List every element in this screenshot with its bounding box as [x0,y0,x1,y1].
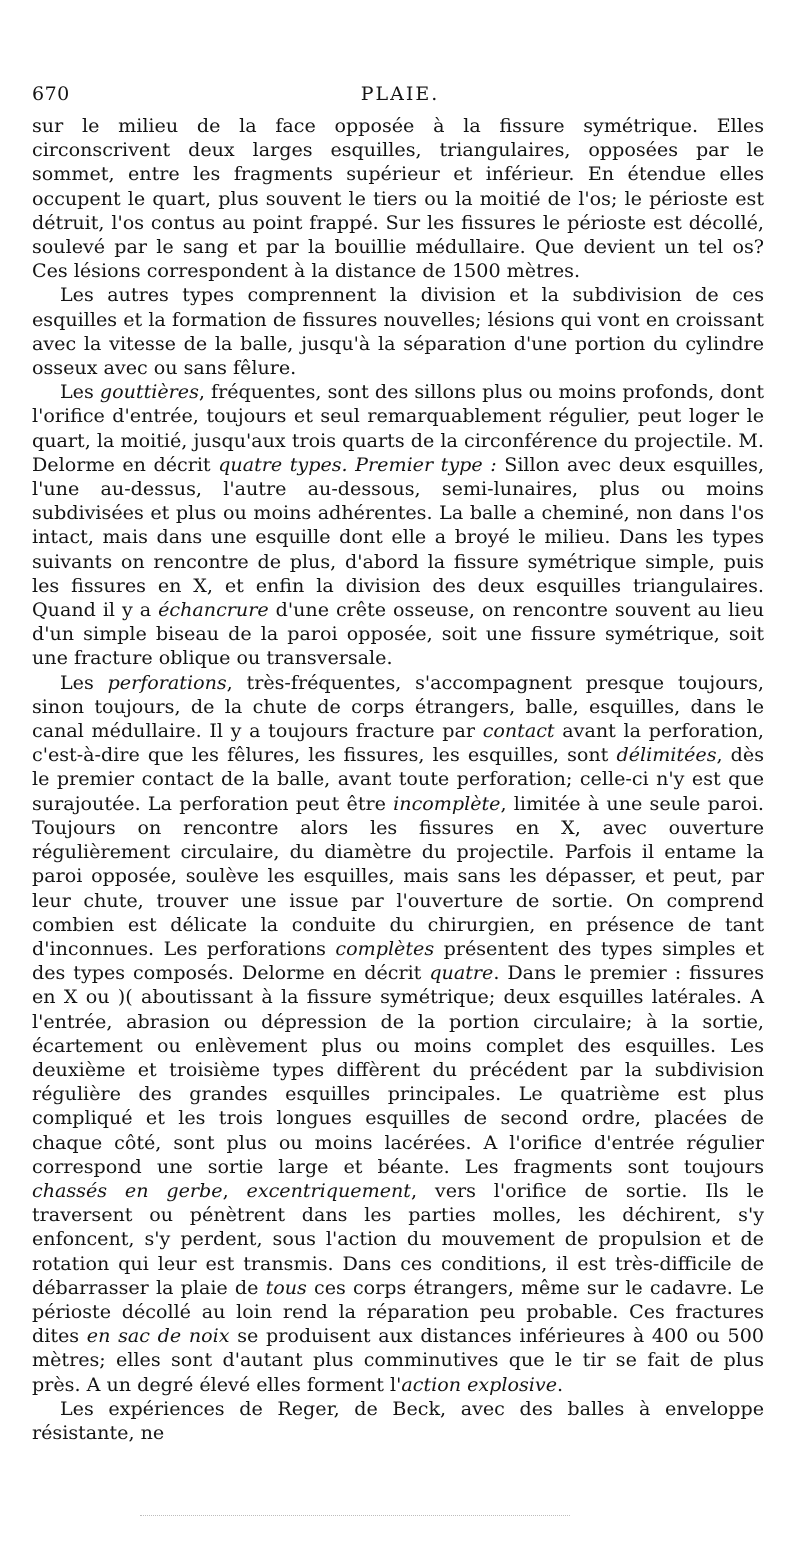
italic-text-run: quatre [429,961,494,985]
italic-text-run: contact [482,719,555,743]
italic-text-run: délimitées [616,743,717,767]
italic-text-run: gouttières [99,380,199,404]
italic-text-run: excentriquement [246,1178,411,1202]
text-run: d'une crête osseuse, on rencontre souvent au lieu d'un simple biseau de la paroi opposée, soit une fissure symétrique, soit une fracture oblique ou transversale. [32,598,764,670]
paragraph [32,380,764,670]
italic-text-run: tous [265,1275,307,1299]
text-run: avant la perforation, c'est-à-dire que les fêlures, les fissures, les esquilles, sont [32,719,764,767]
text-run: Les [60,670,108,694]
text-run: , très-fréquentes, s'accompagnent presque toujours, sinon toujours, de la chute de corps étrangers, balle, esquilles, dans le canal médullaire. Il y a toujours fracture par [32,670,764,743]
text-run: , limitée à une seule paroi. Toujours on rencontre alors les fissures en X, avec ouverture régulièrement circulaire, du diamètre du projectile. Parfois il entame la paroi opposée, soulève les esquilles, mais sans les dépasser, et peut, par leur chute, trouver une issue par l'ouverture de sortie. On comprend combien est délicate la conduite du chirurgien, en présence de tant d'inconnues. Les perforations [32,791,764,960]
italic-text-run: chassés en gerbe [32,1178,223,1202]
paragraph [32,114,764,283]
italic-text-run: action explosive [401,1372,557,1396]
text-run: se produisent aux distances inférieures à 400 ou 500 mètres; elles sont d'autant plus comminutives que le tir se fait de plus près. A un degré élevé elles forment l' [32,1324,764,1396]
text-run: Les autres types comprennent la division et la subdivision de ces esquilles et la formation de fissures nouvelles; lésions qui vont en croissant avec la vitesse de la balle, jusqu'à la séparation d'une portion du cylindre osseux avec ou sans fêlure. [32,283,764,380]
italic-text-run: perforations [107,670,227,694]
italic-text-run: échancrure [158,598,269,622]
text-run: Les expériences de Reger, de Beck, avec des balles à enveloppe résistante, ne [32,1396,764,1444]
text-run: sur le milieu de la face opposée à la fissure symétrique. Elles circonscrivent deux larges esquilles, triangulaires, opposées par le sommet, entre les fragments supérieur et inférieur. En étendue elles occupent le quart, plus souvent le tiers ou la moitié de l'os; le périoste est détruit, l'os contus au point frappé. Sur les fissures le périoste est décollé, soulevé par le sang et par la bouillie médullaire. Que devient un tel os? Ces lésions correspondent à la distance de 1500 mètres. [32,114,764,283]
italic-text-run: incomplète [393,791,501,815]
text-run: Sillon avec deux esquilles, l'une au-dessus, l'autre au-dessous, semi-lunaires, plus ou moins subdivisées et plus ou moins adhérentes. La balle a cheminé, non dans l'os intact, mais dans une esquille dont elle a broyé le milieu. Dans les types suivants on rencontre de plus, d'abord la fissure symétrique simple, puis les fissures en X, et enfin la division des deux esquilles triangulaires. Quand il y a [32,452,765,622]
paragraph [32,283,764,380]
text-run: , [222,1178,247,1202]
body-text [32,114,764,1445]
paragraph [32,671,764,1397]
text-run: présentent des types simples et des types composés. Delorme en décrit [32,936,764,985]
page-number: 670 [32,83,70,105]
text-run: Les [60,380,100,404]
paragraph [32,1397,764,1445]
text-run: , vers l'orifice de sortie. Ils le traversent ou pénètrent dans les parties molles, les déchirent, s'y enfoncent, s'y perdent, sous l'action du mouvement de propulsion et de rotation qui leur est transmis. Dans ces conditions, il est très-difficile de débarrasser la plaie de [32,1178,765,1299]
running-title: PLAIE. [360,83,440,105]
italic-text-run: en sac de noix [86,1324,230,1348]
text-run: . Dans le premier : fissures en X ou )( aboutissant à la fissure symétrique; deux esquilles latérales. A l'entrée, abrasion ou dépression de la portion circulaire; à la sortie, écartement ou enlèvement plus ou moins complet des esquilles. Les deuxième et troisième types diffèrent du précédent par la subdivision régulière des grandes esquilles principales. Le quatrième est plus compliqué et les trois longues esquilles de second ordre, placées de chaque côté, sont plus ou moins lacérées. A l'orifice d'entrée régulier correspond une sortie large et béante. Les fragments sont toujours [32,961,764,1178]
italic-text-run: quatre types. Premier type : [218,452,497,476]
page-header [32,83,768,111]
text-run: ces corps étrangers, même sur le cadavre. Le périoste décollé au loin rend la réparation peu probable. Ces fractures dites [32,1275,764,1348]
italic-text-run: complètes [335,936,435,960]
print-smudge [140,1515,570,1518]
text-run: . [557,1372,564,1396]
text-run: , fréquentes, sont des sillons plus ou moins profonds, dont l'orifice d'entrée, toujours et seul remarquablement régulier, peut loger le quart, la moitié, jusqu'aux trois quarts de la circonférence du projectile. M. Delorme en décrit [32,380,764,476]
text-run: , dès le premier contact de la balle, avant toute perforation; celle-ci n'y est que surajoutée. La perforation peut être [32,743,764,815]
